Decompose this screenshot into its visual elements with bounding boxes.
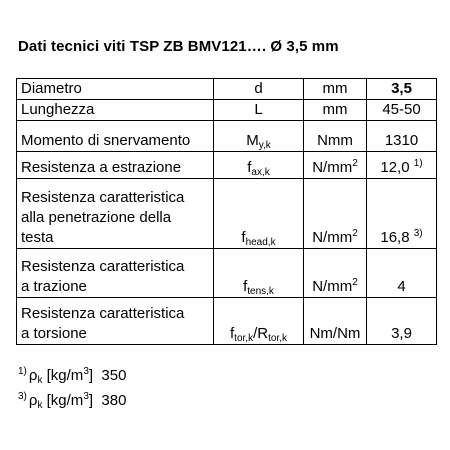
page-title: Dati tecnici viti TSP ZB BMV121…. Ø 3,5 mm <box>18 38 339 55</box>
row-unit: mm <box>304 79 367 100</box>
table-row-trazione <box>17 249 437 298</box>
footnote-3: $^{3)}$ $\rho_k$ $[kg/m^3]$ 380 <box>18 391 127 411</box>
row-label: Resistenza caratteristica a trazione <box>17 249 214 298</box>
table-row-diametro <box>17 79 437 100</box>
row-symbol: L <box>214 100 304 121</box>
row-label: Resistenza caratteristica alla penetrazione della testa <box>17 179 214 249</box>
technical-data-table <box>16 78 437 345</box>
row-value: 1310 <box>367 121 437 152</box>
row-symbol: $f_{tens,k}$ <box>214 249 304 298</box>
row-symbol: $M_{y,k}$ <box>214 121 304 152</box>
row-unit: $N/mm^2$ <box>304 249 367 298</box>
row-unit: $N/mm^2$ <box>304 152 367 179</box>
table-row-penetrazione-testa <box>17 179 437 249</box>
row-unit: $N/mm^2$ <box>304 179 367 249</box>
table-row-momento-snervamento <box>17 121 437 152</box>
row-unit: Nm/Nm <box>304 298 367 345</box>
row-symbol: $f_{ax,k}$ <box>214 152 304 179</box>
row-label: Diametro <box>17 79 214 100</box>
row-value: 16,8 $^{3)}$ <box>367 179 437 249</box>
row-unit: mm <box>304 100 367 121</box>
table-row-resistenza-estrazione <box>17 152 437 179</box>
table-row-torsione <box>17 298 437 345</box>
row-label: Lunghezza <box>17 100 214 121</box>
row-value: 4 <box>367 249 437 298</box>
row-label: Resistenza a estrazione <box>17 152 214 179</box>
footnotes <box>18 366 126 416</box>
row-label: Resistenza caratteristica a torsione <box>17 298 214 345</box>
row-symbol: d <box>214 79 304 100</box>
row-value: 12,0 $^{1)}$ <box>367 152 437 179</box>
table-row-lunghezza <box>17 100 437 121</box>
row-symbol: $f_{head,k}$ <box>214 179 304 249</box>
row-value: 3,9 <box>367 298 437 345</box>
row-unit: Nmm <box>304 121 367 152</box>
row-symbol: $f_{tor,k}/R_{tor,k}$ <box>214 298 304 345</box>
row-value: 45-50 <box>367 100 437 121</box>
footnote-1: $^{1)}$ $\rho_k$ $[kg/m^3]$ 350 <box>18 366 127 386</box>
row-label: Momento di snervamento <box>17 121 214 152</box>
row-value: 3,5 <box>367 79 437 100</box>
